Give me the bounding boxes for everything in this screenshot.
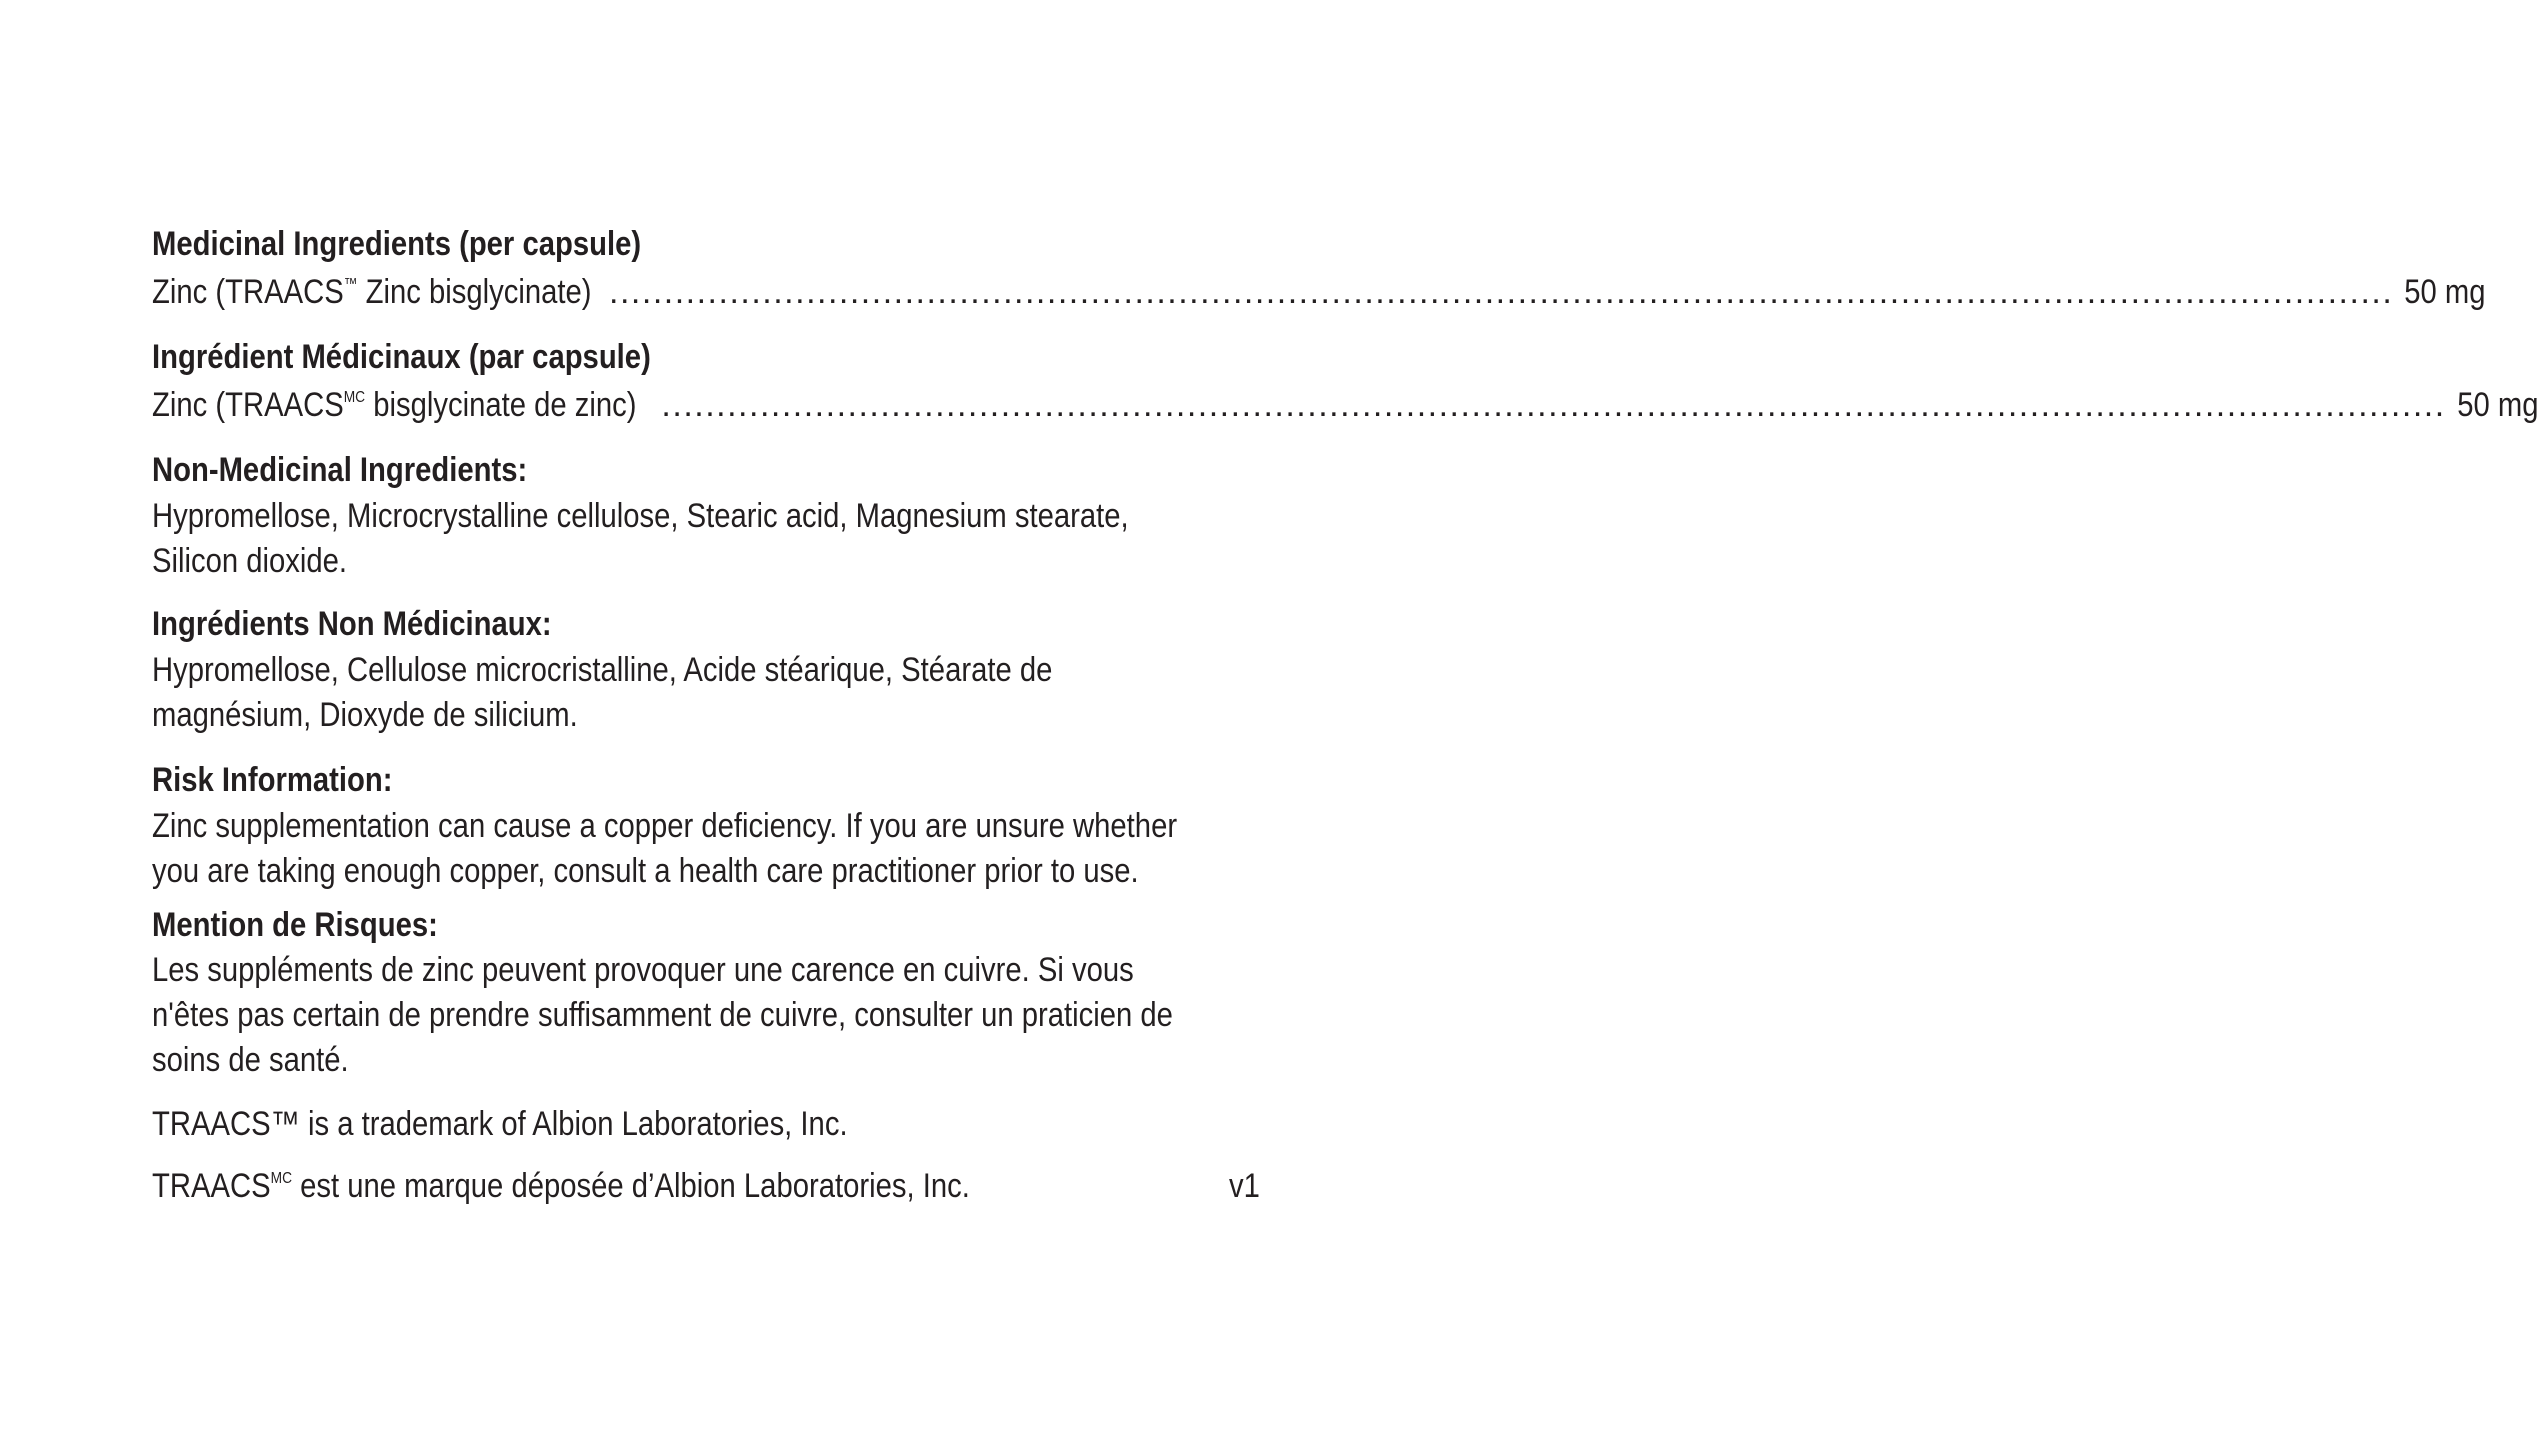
ingredient-amount: 50 mg [2404,273,2486,311]
risk-information-line-fr: Les suppléments de zinc peuvent provoquer une carence en cuivre. Si vous [152,951,1134,989]
leader-dots-fr: ................................................................................................................................................................... [661,386,2446,424]
trademark-notice-en: TRAACS™ is a trademark of Albion Laboratories, Inc. [152,1105,848,1143]
trademark-symbol: ™ [343,276,358,293]
non-medicinal-line: Silicon dioxide. [152,542,348,580]
trademark-symbol-fr: MC [270,1170,293,1187]
risk-information-heading-fr: Mention de Risques: [152,906,438,944]
risk-information-line: you are taking enough copper, consult a health care practitioner prior to use. [152,852,1139,890]
non-medicinal-heading: Non-Medicinal Ingredients: [152,451,528,489]
risk-information-heading: Risk Information: [152,761,393,799]
version-label: v1 [1229,1167,1260,1205]
non-medicinal-line-fr: Hypromellose, Cellulose microcristalline, Acide stéarique, Stéarate de [152,651,1053,689]
medicinal-ingredients-heading-fr: Ingrédient Médicinaux (par capsule) [152,338,651,376]
non-medicinal-line-fr: magnésium, Dioxyde de silicium. [152,696,578,734]
leader-dots: ................................................................................................................................................................... [609,273,2394,311]
risk-information-line-fr: soins de santé. [152,1041,349,1079]
ingredient-name-fr: Zinc ($TRAACS^{MC}$ bisglycinate de zinc) [152,386,637,424]
medicinal-ingredient-row-fr [152,383,2538,428]
ingredient-amount-fr: 50 mg [2456,386,2538,424]
ingredient-name: Zinc (TRAACS™ Zinc bisglycinate) [152,273,592,311]
medicinal-ingredients-heading: Medicinal Ingredients (per capsule) [152,225,642,263]
trademark-notice-fr: $TRAACS^{MC}$ est une marque déposée d’Albion Laboratories, Inc. [152,1167,970,1205]
non-medicinal-heading-fr: Ingrédients Non Médicinaux: [152,605,552,643]
trademark-symbol-fr: MC [343,389,366,406]
medicinal-ingredient-row-en [152,270,2486,315]
risk-information-line: Zinc supplementation can cause a copper deficiency. If you are unsure whether [152,807,1178,845]
risk-information-line-fr: n'êtes pas certain de prendre suffisamment de cuivre, consulter un praticien de [152,996,1173,1034]
non-medicinal-line: Hypromellose, Microcrystalline cellulose, Stearic acid, Magnesium stearate, [152,497,1129,535]
